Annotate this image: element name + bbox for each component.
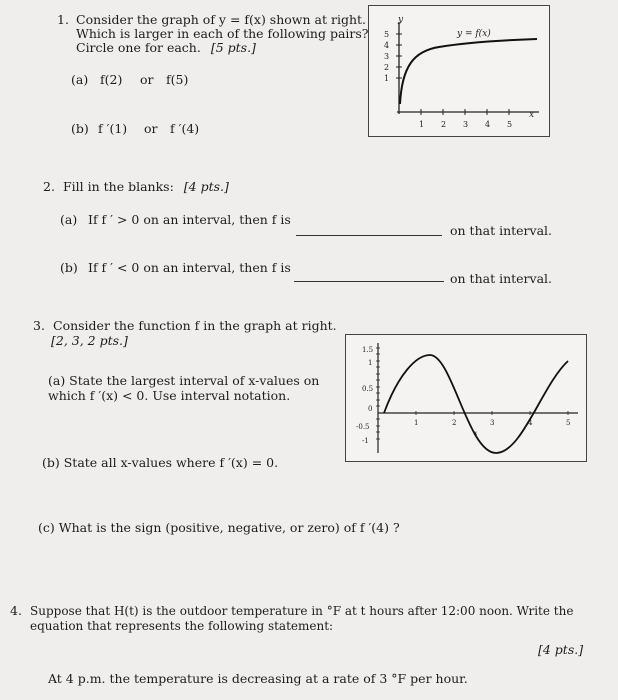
- q3-text-line1: Consider the function f in the graph at right.: [53, 318, 337, 333]
- q2-title-line: [63, 180, 229, 194]
- q4-text-line2: equation that represents the following statement:: [30, 619, 334, 633]
- q3-y-tick-label: 1: [368, 359, 373, 367]
- q3-y-tick-label: 1.5: [362, 346, 374, 354]
- q1-x-tick-label: 5: [507, 120, 513, 129]
- q3-curve: [384, 355, 571, 453]
- q1-graph-svg: [369, 6, 549, 136]
- q1-x-tick-label: 1: [419, 120, 425, 129]
- q3a-line1: (a) State the largest interval of x-values on: [48, 373, 320, 388]
- q1-x-tick-label: 4: [485, 120, 491, 129]
- q2-title: Fill in the blanks:: [63, 179, 174, 194]
- q1-points: [5 pts.]: [210, 40, 256, 55]
- q3c-text: (c) What is the sign (positive, negative, or zero) of f ′(4) ?: [38, 520, 400, 535]
- q3-x-axis-label: x: [474, 430, 478, 437]
- q2b-end: on that interval.: [450, 271, 553, 286]
- q1-y-axis-label: y: [398, 15, 404, 25]
- q3-graph-svg: [346, 335, 586, 461]
- q1-number: 1.: [57, 12, 69, 27]
- q2a-end: on that interval.: [450, 223, 553, 238]
- q2b-text: If f ′ < 0 on an interval, then f is: [88, 260, 291, 275]
- q2-number: 2.: [43, 179, 55, 194]
- q1-x-tick-label: 2: [441, 120, 447, 129]
- q1-curve-label: y = f(x): [457, 29, 491, 39]
- q1-text-line2: Which is larger in each of the following pairs?: [76, 26, 369, 41]
- q1a-label: (a): [71, 72, 89, 87]
- q3-points: [2, 3, 2 pts.]: [51, 333, 128, 348]
- q2b-label: (b): [60, 260, 78, 275]
- q2b-answer-blank[interactable]: [294, 281, 444, 282]
- q1-text-line3: [76, 41, 256, 55]
- q1b-option-right[interactable]: f ′(4): [170, 121, 200, 136]
- q3-y-tick-label: -1: [362, 437, 369, 445]
- q3-x-tick-label: 2: [452, 419, 457, 427]
- q2a-label: (a): [60, 212, 78, 227]
- q1b-label: (b): [71, 121, 89, 136]
- q1-x-tick-label: 3: [463, 120, 469, 129]
- q2a-text: If f ′ > 0 on an interval, then f is: [88, 212, 291, 227]
- q4-statement: At 4 p.m. the temperature is decreasing at a rate of 3 °F per hour.: [48, 671, 468, 686]
- q1b-option-left[interactable]: f ′(1): [98, 121, 128, 136]
- q1b-or: or: [144, 121, 158, 136]
- q3-x-tick-label: 1: [414, 419, 419, 427]
- q3-x-tick-label: 5: [566, 419, 571, 427]
- q4-number: 4.: [10, 603, 22, 618]
- q3-x-tick-label: 4: [528, 419, 533, 427]
- q1-y-tick-label: 4: [384, 41, 390, 50]
- q1a-or: or: [140, 72, 154, 87]
- q1a-option-right[interactable]: f(5): [166, 72, 189, 87]
- q1-graph: [368, 5, 550, 137]
- q3-y-tick-label: -0.5: [356, 423, 370, 431]
- q1-y-tick-label: 3: [384, 52, 390, 61]
- q1a-option-left[interactable]: f(2): [100, 72, 123, 87]
- q1-curve: [400, 39, 537, 104]
- q3-y-tick-label: 0: [368, 405, 373, 413]
- q1-text-line1: Consider the graph of y = f(x) shown at right.: [76, 12, 366, 27]
- q3-y-tick-label: 0.5: [362, 385, 374, 393]
- q1-y-tick-label: 1: [384, 74, 390, 83]
- q3a-line2: which f ′(x) < 0. Use interval notation.: [48, 388, 291, 403]
- q2-points: [4 pts.]: [183, 179, 229, 194]
- q1-x-axis-label: x: [529, 110, 535, 120]
- q3-x-tick-label: 3: [490, 419, 495, 427]
- q1-y-tick-label: 2: [384, 63, 390, 72]
- q1-instruction: Circle one for each.: [76, 40, 201, 55]
- q2a-answer-blank[interactable]: [296, 235, 442, 236]
- q1-y-tick-label: 5: [384, 30, 390, 39]
- q4-text-line1: Suppose that H(t) is the outdoor temperature in °F at t hours after 12:00 noon. Write the: [30, 604, 574, 618]
- q3-graph: [345, 334, 587, 462]
- q4-points: [4 pts.]: [538, 642, 584, 657]
- q3-number: 3.: [33, 318, 45, 333]
- q3b-text: (b) State all x-values where f ′(x) = 0.: [42, 455, 279, 470]
